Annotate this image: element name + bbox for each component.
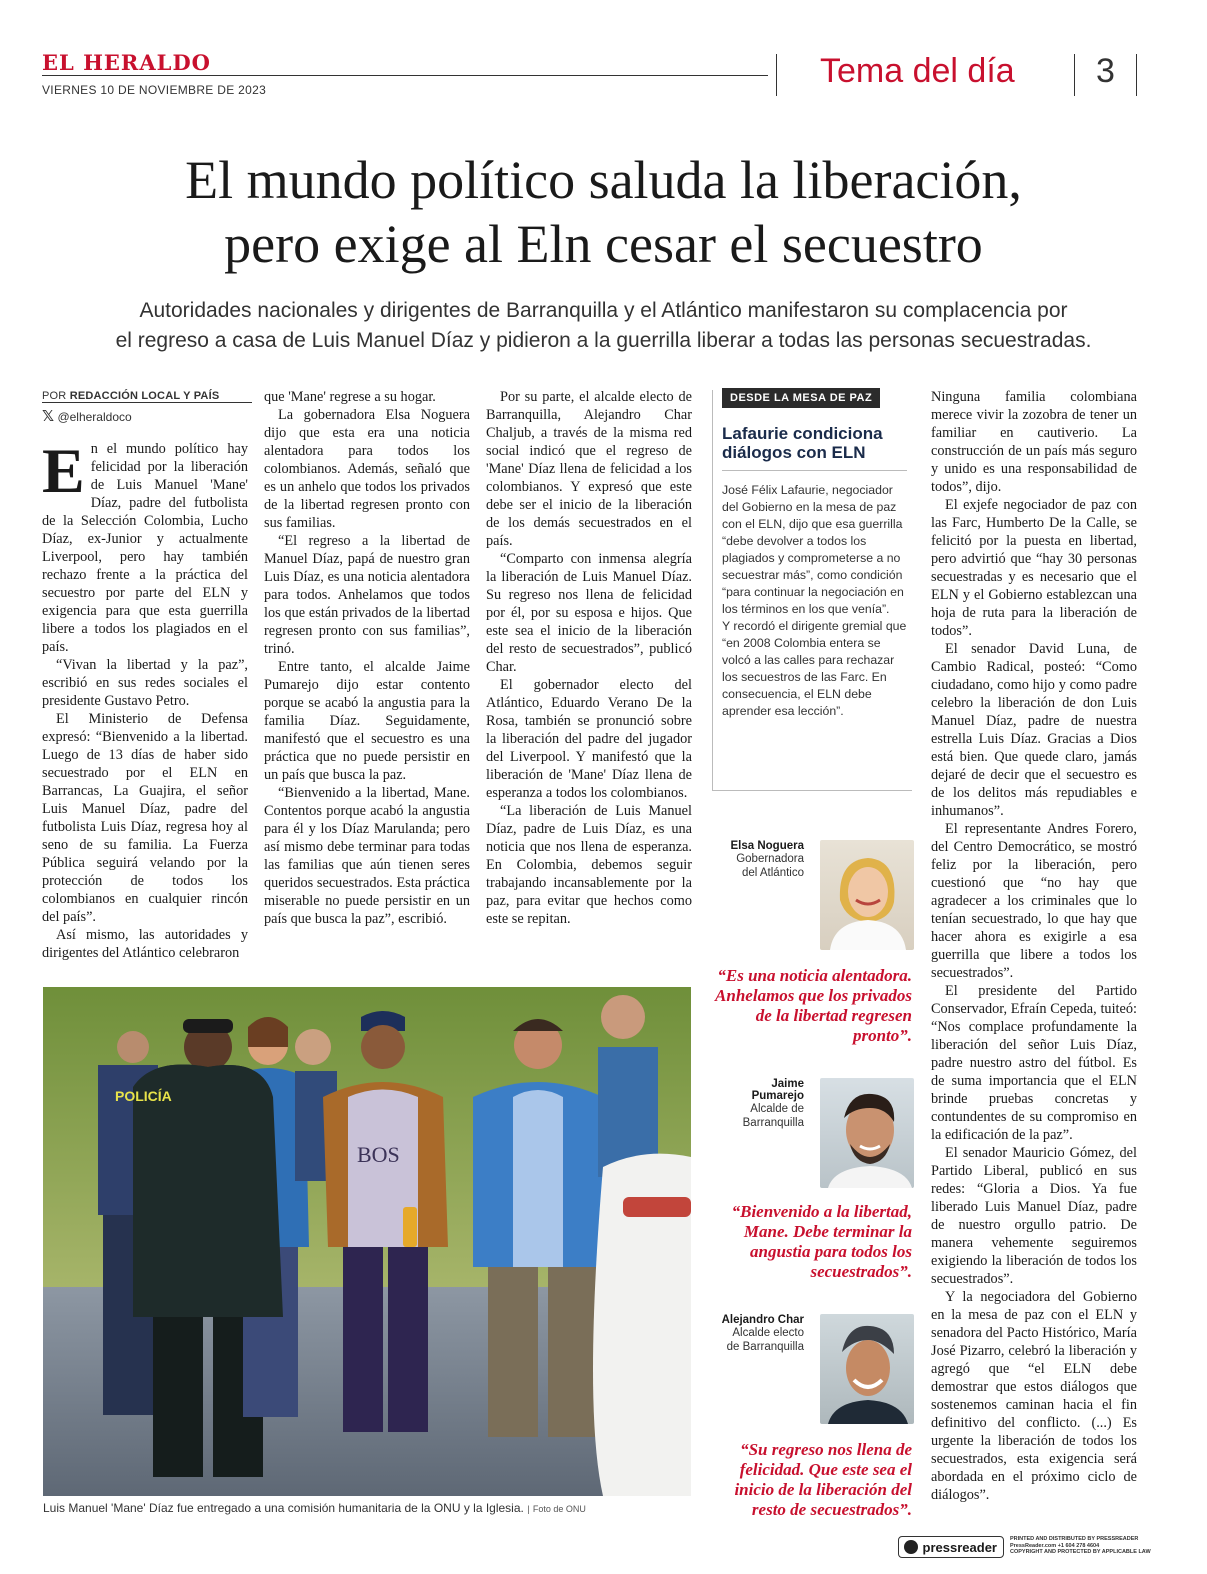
- pressreader-notice: [1010, 1536, 1170, 1556]
- article-column-2: [264, 388, 470, 928]
- paragraph: “Comparto con inmensa alegría la liberación de Luis Manuel Díaz. Su regreso nos llena de felicidad por él, por su esposa e hijos. Que este sea el inicio de la liberación del resto de secuestrados”, publicó Char.: [486, 551, 692, 675]
- person-name: Jaime: [771, 1078, 804, 1090]
- notice-line: PressReader.com +1 604 278 4604: [1010, 1542, 1100, 1549]
- paragraph: El presidente del Partido Conservador, Efraín Cepeda, tuiteó: “Nos complace profundamente la liberación del señor Luis Díaz, padre nuestro astro del fútbol. Es de suma importancia que el ELN brinde pruebas concretas y contundentes de su compromiso en la edificación de la paz”.: [931, 983, 1137, 1143]
- person-role: de Barranquilla: [726, 1341, 804, 1353]
- masthead-rule: [42, 75, 768, 76]
- sidebar-rule: [712, 390, 713, 790]
- quote-person-info: [712, 1078, 804, 1130]
- paragraph: Entre tanto, el alcalde Jaime Pumarejo dijo estar contento porque se acabó la angustia para la familia Díaz. Seguidamente, manifestó que el secuestro es una práctica que no puede persistir en un país que busca la paz.: [264, 659, 470, 783]
- photo-caption: [43, 1501, 703, 1515]
- paragraph: “El regreso a la libertad de Manuel Díaz, papá de nuestro gran Luis Díaz, es una noticia alentadora para todos. Anhelamos que todos los que están privados de la libertad regresen pronto con sus familias”, trinó.: [264, 533, 470, 657]
- portrait-alejandro-char: [820, 1314, 914, 1424]
- article-column-3: [486, 388, 692, 928]
- person-name: Pumarejo: [751, 1090, 804, 1102]
- page-number: 3: [1096, 52, 1115, 90]
- social-handle[interactable]: [42, 407, 132, 425]
- dropcap: E: [42, 435, 85, 506]
- person-name: Alejandro Char: [721, 1314, 804, 1326]
- person-role: Alcalde electo: [732, 1327, 804, 1339]
- quote-person-info: [712, 1314, 804, 1354]
- paragraph: [42, 435, 248, 656]
- paragraph: El representante Andres Forero, del Centro Democrático, se mostró feliz por la liberación, pero cuestionó que “no hay que agradecer a los criminales que lo tenían secuestrado, lo que hay que hacer ahora es exigirle a esa guerrilla que libere a todos los secuestrados”.: [931, 821, 1137, 981]
- pull-quote: “Es una noticia alentadora. Anhelamos que los privados de la libertad regresen pronto”.: [715, 966, 912, 1045]
- sidebar-title: Lafaurie condiciona diálogos con ELN: [722, 424, 883, 462]
- paragraph: El gobernador electo del Atlántico, Eduardo Verano De la Rosa, también se pronunció sobre la liberación del padre del jugador del Liverpool. Y manifestó que la liberación de 'Mane' Díaz llena de esperanza a todos los colombianos.: [486, 677, 692, 801]
- subhead-line: Autoridades nacionales y dirigentes de Barranquilla y el Atlántico manifestaron su complacencia por: [139, 299, 1068, 322]
- section-name: Tema del día: [820, 52, 1015, 90]
- byline-prefix: POR: [42, 390, 67, 402]
- paragraph: Así mismo, las autoridades y dirigentes del Atlántico celebraron: [42, 927, 248, 961]
- article-column-5: [931, 388, 1137, 1504]
- sidebar-bottom-rule: [712, 790, 912, 791]
- pull-quote: “Bienvenido a la libertad, Mane. Debe terminar la angustia para todos los secuestrados”.: [731, 1202, 912, 1281]
- section-tag: DESDE LA MESA DE PAZ: [722, 388, 880, 408]
- paragraph: La gobernadora Elsa Noguera dijo que esta era una noticia alentadora para todos los colombianos. Además, señaló que es un anhelo que todos los privados de la libertad regresen pronto con sus familias.: [264, 407, 470, 531]
- pressreader-logo[interactable]: [898, 1536, 1004, 1558]
- portrait-jaime-pumarejo: [820, 1078, 914, 1188]
- main-photo: [43, 987, 691, 1496]
- masthead-logo: EL HERALDO: [42, 50, 211, 75]
- pull-quote: “Su regreso nos llena de felicidad. Que este sea el inicio de la liberación del resto de secuestrados”.: [734, 1440, 912, 1519]
- headline: [40, 148, 1167, 276]
- portrait-elsa-noguera: [820, 840, 914, 950]
- x-logo-icon: 𝕏: [42, 408, 55, 425]
- paragraph: que 'Mane' regrese a su hogar.: [264, 389, 436, 405]
- person-role: Barranquilla: [742, 1117, 804, 1129]
- masthead-divider: [1136, 54, 1137, 96]
- paragraph: El senador Mauricio Gómez, del Partido Liberal, publicó en sus redes: “Gloria a Dios. Ya fue liberado Luis Manuel Díaz, padre de nuestro orgullo patrio. De manera vehemente seguiremos exigiendo la liberación de todos los secuestrados”.: [931, 1145, 1137, 1287]
- paragraph-text: n el mundo político hay felicidad por la liberación de Luis Manuel 'Mane' Díaz, padre del futbolista de la Selección Colombia, Lucho Díaz, ex-Junior y actualmente Liverpool, pero hay también rechazo frente a la práctica del secuestro por parte del ELN y exigencia para que esta guerrilla libere a todos los plagiados en el país.: [42, 441, 248, 655]
- person-role: del Atlántico: [741, 867, 804, 879]
- caption-credit-divider: |: [527, 1504, 530, 1514]
- person-role: Gobernadora: [736, 853, 804, 865]
- paragraph: El senador David Luna, de Cambio Radical, posteó: “Como ciudadano, como hijo y como padre celebro la liberación de don Luis Manuel Díaz, padre de nuestra estrella Luis Díaz. Gracias a Dios está bien. Que quede claro, jamás dejaré de decir que el secuestro es de los delitos más repudiables e inhumanos”.: [931, 641, 1137, 819]
- sidebar-paragraph: José Félix Lafaurie, negociador del Gobierno en la mesa de paz con el ELN, dijo que esa guerrilla “debe devolver a todos los plagiados y comprometerse a no secuestrar más”, como condición “para continuar la negociación en los términos en los que venía”.: [722, 483, 904, 616]
- notice-line: COPYRIGHT AND PROTECTED BY APPLICABLE LAW: [1010, 1549, 1151, 1555]
- pressreader-icon: [904, 1540, 918, 1554]
- person-role: Alcalde de: [750, 1103, 804, 1115]
- person-name: Elsa Noguera: [730, 840, 804, 852]
- byline: [42, 390, 252, 402]
- sidebar-body: [722, 482, 907, 720]
- shirt-text: BOS: [357, 1142, 400, 1167]
- caption-credit: Foto de ONU: [532, 1504, 586, 1514]
- paragraph: Ninguna familia colombiana merece vivir la zozobra de tener un familiar en cautiverio. La construcción de un país más seguro y unido es una responsabilidad de todos”, dijo.: [931, 389, 1137, 495]
- sidebar-paragraph: Y recordó el dirigente gremial que “en 2008 Colombia entera se volcó a las calles para rechazar los secuestros de las Farc. En consecuencia, el ELN debe aprender esa lección”.: [722, 619, 907, 718]
- masthead-date: VIERNES 10 DE NOVIEMBRE DE 2023: [42, 83, 267, 97]
- pressreader-logo-text: pressreader: [922, 1540, 997, 1555]
- quote-person-info: [712, 840, 804, 880]
- subhead-line: el regreso a casa de Luis Manuel Díaz y pidieron a la guerrilla liberar a todas las personas secuestradas.: [115, 329, 1092, 352]
- headline-line: El mundo político saluda la liberación,: [185, 150, 1022, 210]
- paragraph: “Vivan la libertad y la paz”, escribió en sus redes sociales el presidente Gustavo Petro.: [42, 657, 248, 709]
- handle-text: @elheraldoco: [57, 410, 132, 424]
- caption-text: Luis Manuel 'Mane' Díaz fue entregado a una comisión humanitaria de la ONU y la Iglesia.: [43, 1501, 524, 1515]
- notice-line: PRINTED AND DISTRIBUTED BY PRESSREADER: [1010, 1536, 1139, 1542]
- sidebar-title-rule: [722, 470, 907, 471]
- paragraph: Y la negociadora del Gobierno en la mesa de paz con el ELN y senadora del Pacto Histórico, María José Pizarro, celebró la liberación y agregó que “el ELN debe demostrar que estos diálogos que sostenemos caminan hacia el fin definitivo del conflicto. (...) Es urgente la liberación de todos los secuestrados, esta exigencia será abordada en el próximo ciclo de diálogos”.: [931, 1289, 1137, 1503]
- subheadline: [40, 296, 1167, 356]
- byline-rule: [42, 402, 252, 403]
- paragraph: Por su parte, el alcalde electo de Barranquilla, Alejandro Char Chaljub, a través de la misma red social indicó que el regreso de 'Mane' Díaz llena de felicidad a los colombianos. Y expresó que este debe ser el inicio de la liberación de los demás secuestrados en el país.: [486, 389, 692, 549]
- article-column-1: [42, 435, 248, 962]
- byline-author: REDACCIÓN LOCAL Y PAÍS: [69, 390, 220, 402]
- paragraph: “La liberación de Luis Manuel Díaz, padre de Luis Díaz, es una noticia que nos llena de esperanza. En Colombia, debemos seguir trabajando incansablemente por la paz, para evitar que hechos como este se repitan.: [486, 803, 692, 927]
- paragraph: “Bienvenido a la libertad, Mane. Contentos porque acabó la angustia para él y los Díaz Marulanda; pero así mismo debe terminar para todas las familias que aún tienen seres queridos secuestrados. Esta práctica miserable no puede persistir en un país que busca la paz”, escribió.: [264, 785, 470, 927]
- paragraph: El Ministerio de Defensa expresó: “Bienvenido a la libertad. Luego de 13 días de haber sido secuestrado por el ELN en Barrancas, La Guajira, el señor Luis Manuel Díaz, padre del futbolista Luis Díaz, regresa hoy al seno de su familia. La Fuerza Pública seguirá velando por la protección de todos los colombianos en cualquier rincón del país”.: [42, 711, 248, 925]
- headline-line: pero exige al Eln cesar el secuestro: [224, 214, 983, 274]
- paragraph: El exjefe negociador de paz con las Farc, Humberto De la Calle, se felicitó por la puesta en libertad, pero advirtió que “hay 30 personas secuestradas y es necesario que el ELN y el Gobierno establezcan una hoja de ruta para la liberación de todos”.: [931, 497, 1137, 639]
- svg-text:POLICÍA: POLICÍA: [115, 1088, 172, 1104]
- masthead-divider: [1074, 54, 1075, 96]
- masthead-divider: [776, 54, 777, 96]
